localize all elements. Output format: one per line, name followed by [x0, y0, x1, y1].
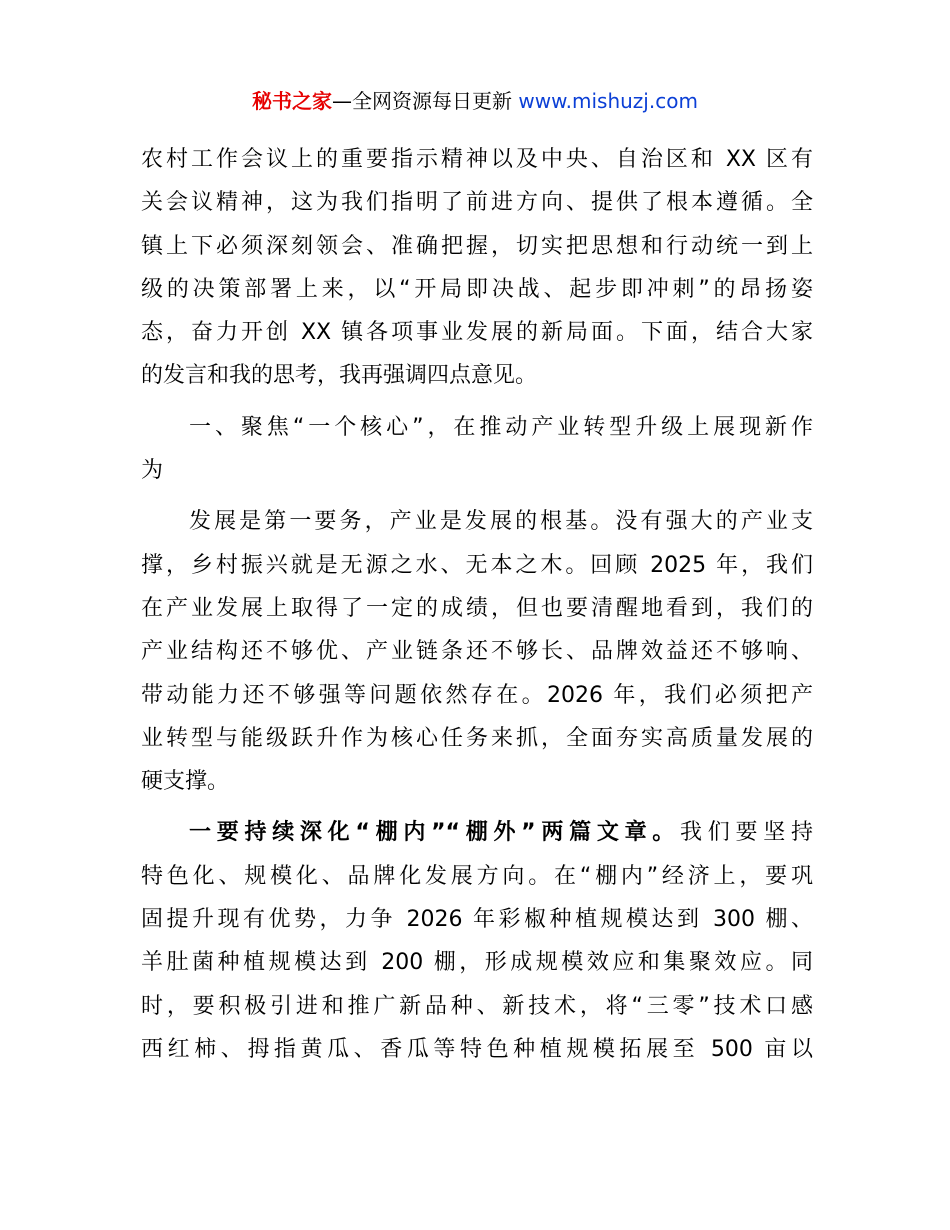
- text-line: 硬支撑。: [141, 769, 230, 795]
- text-line: 固提升现有优势，力争 2026 年彩椒种植规模达到 300 棚、: [141, 907, 813, 933]
- document-body: [141, 138, 813, 1071]
- paragraph-greenhouse: [141, 811, 813, 1071]
- heading-line: 一、聚焦“一个核心”，在推动产业转型升级上展现新作: [189, 414, 813, 440]
- paragraph-intro: [141, 138, 813, 398]
- text-line: 特色化、规模化、品牌化发展方向。在“棚内”经济上，要巩: [141, 863, 813, 889]
- bold-lead: 一要持续深化“棚内”“棚外”两篇文章。: [189, 820, 681, 846]
- text-line: 农村工作会议上的重要指示精神以及中央、自治区和 XX 区有: [141, 147, 813, 172]
- text-line: 时，要积极引进和推广新品种、新技术，将“三零”技术口感: [141, 993, 813, 1019]
- brand-name: 秘书之家: [252, 89, 333, 113]
- site-url-link[interactable]: www.mishuzj.com: [518, 89, 698, 113]
- text-line: 级的决策部署上来，以“开局即决战、起步即冲刺”的昂扬姿: [141, 276, 813, 302]
- header-tagline: —全网资源每日更新: [332, 89, 519, 113]
- site-header: [0, 86, 950, 116]
- text-line: 西红柿、拇指黄瓜、香瓜等特色种植规模拓展至 500 亩以: [141, 1036, 813, 1062]
- text-line: 撑，乡村振兴就是无源之水、无本之木。回顾 2025 年，我们: [141, 552, 813, 578]
- text-line: 态，奋力开创 XX 镇各项事业发展的新局面。下面，结合大家: [141, 320, 813, 346]
- text-line: 的发言和我的思考，我再强调四点意见。: [141, 363, 538, 389]
- text-line: 产业结构还不够优、产业链条还不够长、品牌效益还不够响、: [141, 639, 813, 665]
- text-line: 关会议精神，这为我们指明了前进方向、提供了根本遵循。全: [141, 190, 813, 216]
- text-line: 发展是第一要务，产业是发展的根基。没有强大的产业支: [189, 509, 813, 535]
- text-line: 带动能力还不够强等问题依然存在。2026 年，我们必须把产: [141, 682, 813, 708]
- text-line: 镇上下必须深刻领会、准确把握，切实把思想和行动统一到上: [141, 233, 813, 259]
- text-line: 羊肚菌种植规模达到 200 棚，形成规模效应和集聚效应。同: [141, 950, 813, 976]
- lead-rest: 我们要坚持: [680, 820, 813, 846]
- text-line: 业转型与能级跃升作为核心任务来抓，全面夯实高质量发展的: [141, 725, 813, 751]
- paragraph-industry: [141, 500, 813, 803]
- section-heading: [141, 406, 813, 493]
- text-line: [141, 811, 813, 854]
- text-line: 在产业发展上取得了一定的成绩，但也要清醒地看到，我们的: [141, 595, 813, 621]
- heading-line: 为: [141, 458, 164, 484]
